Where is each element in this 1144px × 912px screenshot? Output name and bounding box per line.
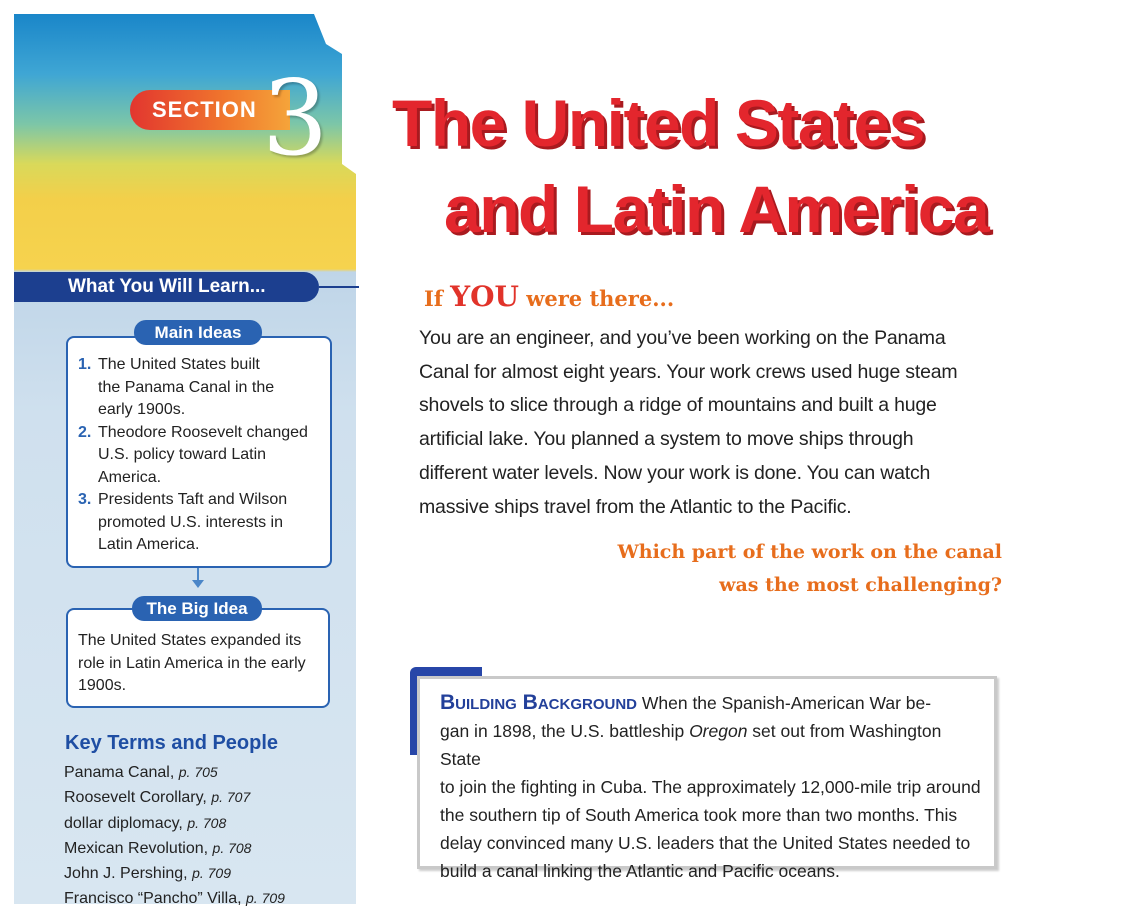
scenario-line: You are an engineer, and you’ve been working on the Panama <box>419 327 946 349</box>
key-term: Roosevelt Corollary, <box>64 789 207 807</box>
building-background-heading: Building Background <box>440 691 637 714</box>
big-idea-line: The United States expanded its <box>78 632 302 649</box>
key-term-item <box>64 836 285 861</box>
key-terms-heading: Key Terms and People <box>65 732 279 754</box>
scenario-question <box>617 536 1002 602</box>
big-idea-line: 1900s. <box>78 677 127 694</box>
key-term-item <box>64 811 285 836</box>
main-idea-line: The United States built <box>98 356 260 373</box>
section-number: 3 <box>262 57 329 179</box>
key-terms-list <box>64 760 285 912</box>
key-term: Francisco “Pancho” Villa, <box>64 890 242 908</box>
title-line-1: The United States <box>392 86 924 160</box>
key-term: Mexican Revolution, <box>64 839 209 857</box>
key-term: Panama Canal, <box>64 764 175 781</box>
key-term-page: p. 709 <box>192 865 232 882</box>
scenario-line: artificial lake. You planned a system to move ships through <box>419 428 914 451</box>
main-idea-line: U.S. policy toward Latin <box>98 446 267 463</box>
main-ideas-box <box>66 336 332 568</box>
what-you-will-learn-banner: What You Will Learn... <box>14 272 319 302</box>
key-term-item <box>64 760 285 785</box>
scenario-line: different water levels. Now your work is done. You can watch <box>419 461 931 484</box>
key-term-page: p. 707 <box>211 789 251 806</box>
key-term-page: p. 705 <box>178 764 218 780</box>
bb-text: When the Spanish-American War be- <box>637 693 932 713</box>
scenario-line: shovels to slice through a ridge of mountains and built a huge <box>419 394 937 417</box>
question-line: Which part of the work on the canal <box>617 541 1002 563</box>
you-emphasis: YOU <box>450 280 519 313</box>
main-idea-line: early 1900s. <box>98 401 186 418</box>
main-idea-number: 2. <box>78 423 92 441</box>
key-term-page: p. 708 <box>212 839 252 856</box>
ship-name: Oregon <box>689 721 748 741</box>
key-term: John J. Pershing, <box>64 865 188 883</box>
main-ideas-heading: Main Ideas <box>134 320 262 345</box>
key-term-item <box>64 861 285 886</box>
section-label: SECTION <box>130 90 290 130</box>
big-idea-heading: The Big Idea <box>132 596 262 621</box>
main-idea-item <box>78 489 320 557</box>
key-term: dollar diplomacy, <box>64 814 183 832</box>
building-background-box <box>417 676 997 881</box>
bb-text: set out from Washington State <box>440 721 942 769</box>
main-idea-item <box>78 354 320 422</box>
banner-rule <box>319 286 359 288</box>
bb-text: gan in 1898, the U.S. battleship <box>440 721 690 741</box>
key-term-item <box>64 886 285 911</box>
bb-line: build a canal linking the Atlantic and Pacific oceans. <box>440 861 840 881</box>
key-term-item <box>64 785 285 810</box>
bb-line: delay convinced many U.S. leaders that the United States needed to <box>440 833 971 853</box>
title-line-2: and Latin America <box>444 172 989 246</box>
main-idea-line: America. <box>98 468 162 486</box>
if-you-were-there-heading: If YOU were there... <box>424 280 675 313</box>
main-idea-line: Latin America. <box>98 536 200 553</box>
bb-line: the southern tip of South America took more than two months. This <box>440 805 958 825</box>
big-idea-line: role in Latin America in the early <box>78 654 306 672</box>
arrow-down-icon <box>192 580 204 588</box>
main-idea-number: 1. <box>78 356 92 373</box>
bb-line: to join the fighting in Cuba. The approximately 12,000-mile trip around <box>440 777 981 797</box>
main-idea-line: Theodore Roosevelt changed <box>98 423 308 441</box>
main-idea-number: 3. <box>78 491 92 508</box>
main-idea-line: Presidents Taft and Wilson <box>98 491 288 508</box>
main-idea-item <box>78 422 320 490</box>
big-idea-box <box>66 608 330 708</box>
scenario-text <box>419 322 1009 524</box>
main-idea-line: promoted U.S. interests in <box>98 513 283 531</box>
question-line: was the most challenging? <box>719 574 1002 596</box>
key-term-page: p. 709 <box>246 890 285 907</box>
scenario-line: massive ships travel from the Atlantic to the Pacific. <box>419 495 852 518</box>
main-idea-line: the Panama Canal in the <box>98 378 275 396</box>
scenario-line: Canal for almost eight years. Your work crews used huge steam <box>419 360 958 383</box>
section-title <box>392 80 1092 252</box>
key-term-page: p. 708 <box>187 814 227 831</box>
